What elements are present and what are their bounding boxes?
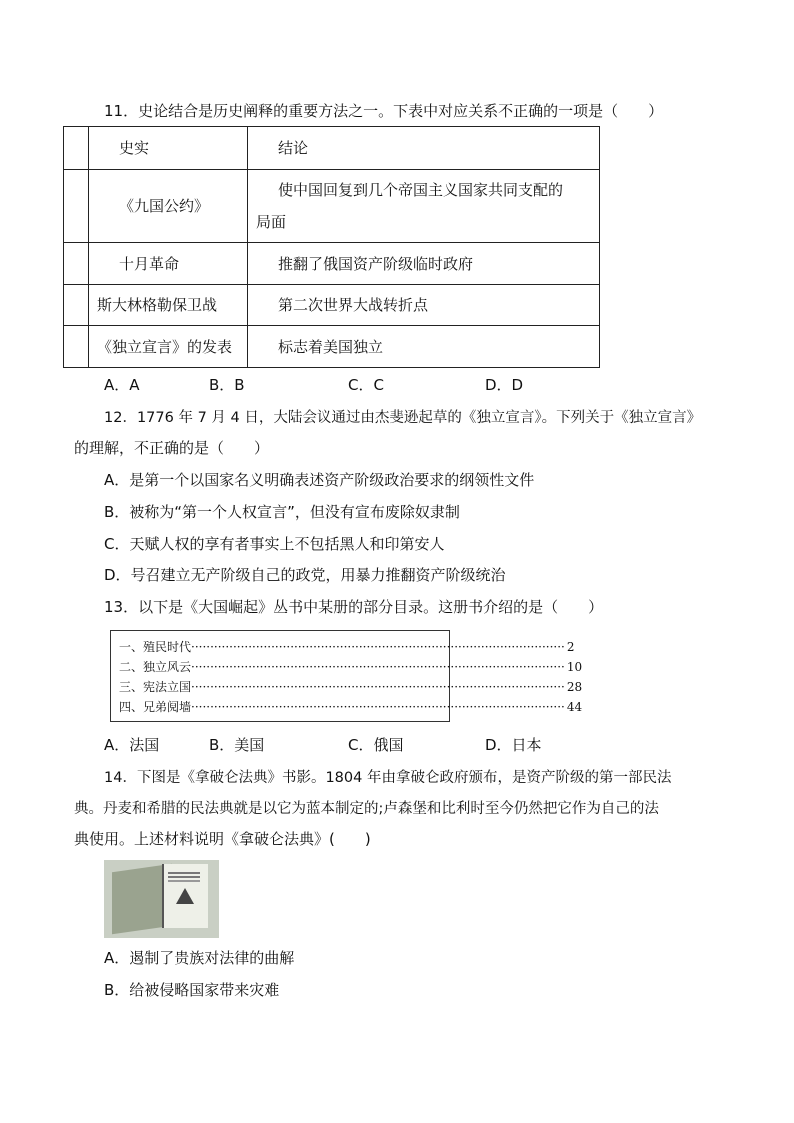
row-fact: 《九国公约》: [119, 197, 210, 215]
q14-stem-line2: 典。丹麦和希腊的民法典就是以它为蓝本制定的;卢森堡和比利时至今仍然把它作为自己的法: [74, 801, 659, 817]
toc-entry: 二、独立风云 ·································································································· 10: [119, 660, 583, 674]
q11-option-d: D．D: [485, 376, 524, 394]
toc-entry: 四、兄弟阋墙 ·································································································· 44: [119, 700, 583, 714]
q12-option-b: B．被称为“第一个人权宣言”，但没有宣布废除奴隶制: [104, 503, 460, 521]
row-conclusion: 推翻了俄国资产阶级临时政府: [278, 254, 474, 273]
header-conclusion: 结论: [278, 139, 309, 157]
toc-entry: 一、殖民时代 ·································································································· 2: [119, 640, 575, 654]
q11-table: [63, 126, 600, 368]
q11-option-a: A．A: [104, 376, 140, 394]
q14-option-a: A．遏制了贵族对法律的曲解: [104, 949, 295, 967]
q13-option-c: C．俄国: [348, 736, 404, 754]
q12-stem-line2: 的理解，不正确的是（ ）: [74, 439, 270, 457]
q13-option-b: B．美国: [209, 736, 265, 754]
table-row: [64, 326, 600, 368]
table-row: [64, 285, 600, 326]
napoleonic-code-book-photo: [104, 860, 219, 938]
row-fact: 《独立宣言》的发表: [97, 337, 233, 356]
q11-option-b: B．B: [209, 376, 245, 394]
table-row: [64, 170, 600, 243]
q12-stem-line1: 12．1776 年 7 月 4 日，大陆会议通过由杰斐逊起草的《独立宣言》。下列关于《独立宣言》: [104, 410, 702, 426]
q12-option-d: D．号召建立无产阶级自己的政党，用暴力推翻资产阶级统治: [104, 566, 506, 584]
q11-option-c: C．C: [348, 376, 384, 394]
row-conclusion-line2: 局面: [256, 213, 287, 231]
table-header-row: [64, 127, 600, 170]
toc-entry: 三、宪法立国 ·································································································· 28: [119, 680, 583, 694]
q14-stem-line3: 典使用。上述材料说明《拿破仑法典》( ): [74, 830, 371, 848]
q13-option-a: A．法国: [104, 736, 160, 754]
header-fact: 史实: [119, 139, 150, 157]
table-row: [64, 243, 600, 285]
q11-stem: 11．史论结合是历史阐释的重要方法之一。下表中对应关系不正确的一项是（ ）: [104, 102, 664, 120]
q14-stem-line1: 14．下图是《拿破仑法典》书影。1804 年由拿破仑政府颁布，是资产阶级的第一部民法: [104, 770, 672, 786]
q12-option-a: A．是第一个以国家名义明确表述资产阶级政治要求的纲领性文件: [104, 471, 535, 489]
row-conclusion: 标志着美国独立: [278, 337, 384, 356]
q14-option-b: B．给被侵略国家带来灾难: [104, 981, 280, 999]
row-fact: 斯大林格勒保卫战: [97, 296, 218, 314]
q13-stem: 13．以下是《大国崛起》丛书中某册的部分目录。这册书介绍的是（ ）: [104, 598, 604, 616]
row-fact: 十月革命: [119, 254, 180, 273]
q12-option-c: C．天赋人权的享有者事实上不包括黑人和印第安人: [104, 535, 445, 553]
q13-option-d: D．日本: [485, 736, 542, 754]
row-conclusion-line1: 使中国回复到几个帝国主义国家共同支配的: [278, 181, 564, 199]
table-of-contents-box: [110, 630, 583, 722]
row-conclusion: 第二次世界大战转折点: [278, 296, 429, 314]
